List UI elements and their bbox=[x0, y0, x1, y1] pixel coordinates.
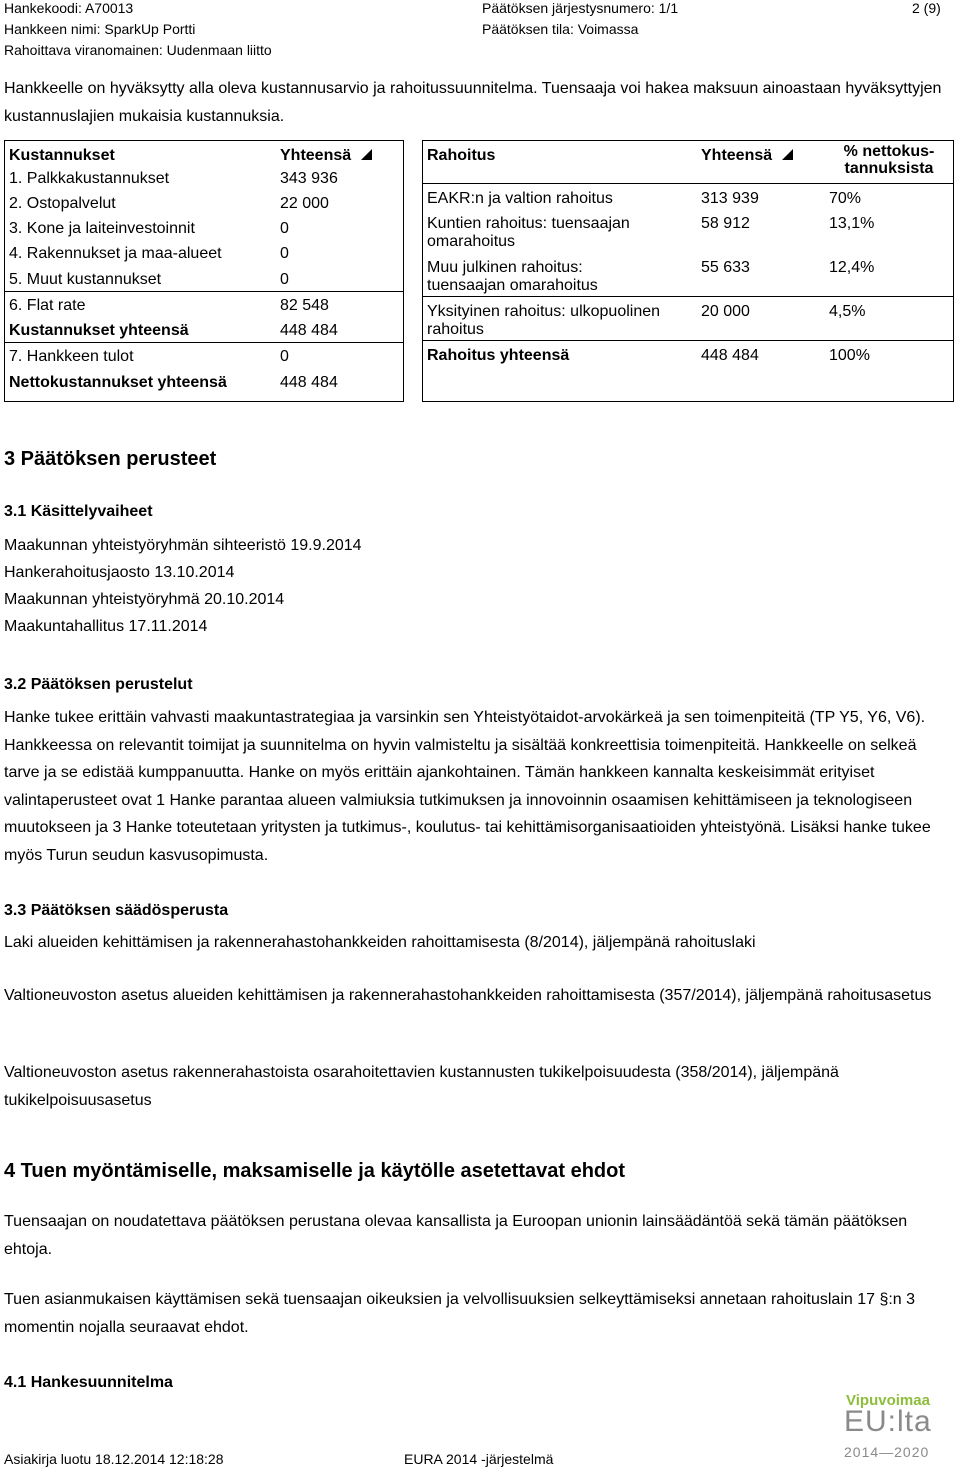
funding-row-label-line2: tuensaajan omarahoitus bbox=[427, 277, 598, 294]
cost-row-label: 7. Hankkeen tulot bbox=[9, 348, 134, 365]
cost-row-value: 0 bbox=[280, 348, 289, 365]
cost-row-value: 0 bbox=[280, 245, 289, 262]
eu-logo bbox=[842, 1392, 954, 1462]
funding-row-pct: 4,5% bbox=[829, 303, 866, 320]
funding-row-label-line2: omarahoitus bbox=[427, 233, 516, 250]
funding-header-pct bbox=[827, 143, 951, 177]
funding-divider bbox=[423, 183, 953, 184]
funding-total-value: 448 484 bbox=[701, 347, 759, 364]
section-4-title: 4 Tuen myöntämiselle, maksamiselle ja käytölle asetettavat ehdot bbox=[4, 1160, 626, 1182]
cost-header-label: Kustannukset bbox=[9, 147, 115, 164]
cost-row bbox=[9, 220, 399, 245]
funding-table bbox=[422, 140, 954, 402]
section-3-1-title: 3.1 Käsittelyvaiheet bbox=[4, 503, 153, 520]
cost-row-value: 0 bbox=[280, 220, 289, 237]
cost-row-label: 5. Muut kustannukset bbox=[9, 271, 162, 288]
funding-total-pct: 100% bbox=[829, 347, 870, 364]
cost-row-value: 82 548 bbox=[280, 297, 329, 314]
funding-row-value: 58 912 bbox=[701, 215, 750, 232]
funding-row-label-line2: rahoitus bbox=[427, 321, 484, 338]
cost-row bbox=[9, 348, 399, 373]
cost-row bbox=[9, 245, 399, 270]
section-3-2-text: Hanke tukee erittäin vahvasti maakuntastrategiaa ja varsinkin sen Yhteistyötaidot-arvokärkeä ja sen toimenpiteitä (TP Y5, Y6, V6). Hankkeessa on relevantit toimijat ja suunnitelma on hyvin valmisteltu ja sisältää konkreettisia toimenpiteitä. Hankkeelle on selkeä tarve ja se edistää kumppanuutta. Hanke on myös erittäin ajankohtainen. Tämän hankkeen kannalta keskeisimmät erityiset valintaperusteet ovat 1 Hanke parantaa alueen valmiuksia tutkimuksen ja innovoinnin osaamisen kehittämiseen ja teknologiseen muutokseen ja 3 Hanke toteutetaan yritysten ja tutkimus-, koulutus- tai kehittämisorganisaatioiden yhteistyönä. Lisäksi hanke tukee myös Turun seudun kasvusopimusta. bbox=[4, 709, 931, 864]
cost-net-total-row bbox=[9, 374, 399, 399]
cost-row-label: 4. Rakennukset ja maa-alueet bbox=[9, 245, 222, 262]
cost-subtotal-row bbox=[9, 322, 399, 347]
funding-header-total-label: Yhteensä bbox=[701, 147, 773, 164]
decision-number: Päätöksen järjestysnumero: 1/1 bbox=[482, 0, 679, 16]
funding-row-label: EAKR:n ja valtion rahoitus bbox=[427, 190, 613, 207]
funding-row-label-line1: Yksityinen rahoitus: ulkopuolinen bbox=[427, 303, 661, 320]
funding-total-label: Rahoitus yhteensä bbox=[427, 347, 570, 364]
section-3-3-title: 3.3 Päätöksen säädösperusta bbox=[4, 902, 229, 919]
project-name: Hankkeen nimi: SparkUp Portti bbox=[4, 21, 196, 37]
cost-row-value: 22 000 bbox=[280, 195, 329, 212]
funding-row-label-line1: Kuntien rahoitus: tuensaajan bbox=[427, 215, 630, 232]
cost-header-total-label: Yhteensä bbox=[280, 147, 352, 164]
cost-row-label: 3. Kone ja laiteinvestoinnit bbox=[9, 220, 195, 237]
cost-divider bbox=[5, 291, 403, 292]
intro-text: Hankkeelle on hyväksytty alla oleva kustannusarvio ja rahoitussuunnitelma. Tuensaaja voi hakea maksuun ainoastaan hyväksyttyjen kustannuslajien mukaisia kustannuksia. bbox=[4, 80, 942, 125]
stage-item: Hankerahoitusjaosto 13.10.2014 bbox=[4, 564, 235, 581]
logo-years: 2014—2020 bbox=[844, 1444, 930, 1460]
funding-authority: Rahoittava viranomainen: Uudenmaan liitto bbox=[4, 42, 272, 58]
cost-row bbox=[9, 297, 399, 322]
logo-eu: EU:lta bbox=[844, 1405, 932, 1438]
section-3-2-title: 3.2 Päätöksen perustelut bbox=[4, 676, 193, 693]
cost-row-label: 1. Palkkakustannukset bbox=[9, 170, 170, 187]
section-3-3-decree-2: Valtioneuvoston asetus rakennerahastoista osarahoitettavien kustannusten tukikelpoisuudesta (358/2014), jäljempänä tukikelpoisuusasetus bbox=[4, 1064, 839, 1109]
section-3-3-decree-1: Valtioneuvoston asetus alueiden kehittämisen ja rakennerahastohankkeiden rahoittamisesta (357/2014), jäljempänä rahoitusasetus bbox=[4, 987, 932, 1004]
cost-divider bbox=[5, 342, 403, 343]
cost-table bbox=[4, 140, 404, 402]
funding-row-pct: 70% bbox=[829, 190, 862, 207]
cost-row bbox=[9, 195, 399, 220]
funding-row-label bbox=[427, 215, 630, 251]
funding-row-value: 20 000 bbox=[701, 303, 750, 320]
cost-row-label: 2. Ostopalvelut bbox=[9, 195, 116, 212]
decision-status: Päätöksen tila: Voimassa bbox=[482, 21, 639, 37]
funding-row-label bbox=[427, 259, 598, 295]
funding-header-total bbox=[701, 147, 794, 165]
cost-row-label: Kustannukset yhteensä bbox=[9, 322, 189, 339]
section-3-3-law: Laki alueiden kehittämisen ja rakennerahastohankkeiden rahoittamisesta (8/2014), jäljempänä rahoituslaki bbox=[4, 934, 756, 951]
page-number: 2 (9) bbox=[912, 0, 941, 16]
cost-table-header bbox=[9, 147, 399, 172]
logo-vipuvoimaa: Vipuvoimaa bbox=[846, 1392, 930, 1409]
cost-row-value: 448 484 bbox=[280, 322, 338, 339]
cost-row-label: Nettokustannukset yhteensä bbox=[9, 374, 227, 391]
section-4-text-2: Tuen asianmukaisen käyttämisen sekä tuensaajan oikeuksien ja velvollisuuksien selkeyttämiseksi annetaan rahoituslain 17 §:n 3 momentin nojalla seuraavat ehdot. bbox=[4, 1291, 916, 1336]
euro-icon bbox=[780, 147, 794, 161]
funding-row-pct: 13,1% bbox=[829, 215, 875, 232]
funding-row-value: 313 939 bbox=[701, 190, 759, 207]
funding-row-label bbox=[427, 303, 660, 339]
funding-row-pct: 12,4% bbox=[829, 259, 875, 276]
cost-row-value: 448 484 bbox=[280, 374, 338, 391]
project-code: Hankekoodi: A70013 bbox=[4, 0, 134, 16]
stage-item: Maakunnan yhteistyöryhmä 20.10.2014 bbox=[4, 591, 285, 608]
cost-row-value: 0 bbox=[280, 271, 289, 288]
footer-created: Asiakirja luotu 18.12.2014 12:18:28 bbox=[4, 1451, 224, 1467]
funding-divider bbox=[423, 340, 953, 341]
funding-divider bbox=[423, 296, 953, 297]
cost-row-label: 6. Flat rate bbox=[9, 297, 86, 314]
cost-row bbox=[9, 170, 399, 195]
section-3-title: 3 Päätöksen perusteet bbox=[4, 448, 217, 470]
footer-system: EURA 2014 -järjestelmä bbox=[404, 1451, 554, 1467]
section-4-1-title: 4.1 Hankesuunnitelma bbox=[4, 1374, 173, 1391]
stage-item: Maakunnan yhteistyöryhmän sihteeristö 19.9.2014 bbox=[4, 537, 362, 554]
funding-row-label-line1: Muu julkinen rahoitus: bbox=[427, 259, 583, 276]
euro-icon bbox=[359, 147, 373, 161]
stage-item: Maakuntahallitus 17.11.2014 bbox=[4, 618, 208, 635]
cost-row-value: 343 936 bbox=[280, 170, 338, 187]
funding-header-pct-line2: tannuksista bbox=[844, 160, 934, 177]
funding-header-pct-line1: % nettokus- bbox=[843, 143, 935, 160]
funding-row-value: 55 633 bbox=[701, 259, 750, 276]
funding-header-label: Rahoitus bbox=[427, 147, 496, 164]
cost-header-total bbox=[280, 147, 373, 165]
section-4-text-1: Tuensaajan on noudatettava päätöksen perustana olevaa kansallista ja Euroopan unionin lainsäädäntöä sekä tämän päätöksen ehtoja. bbox=[4, 1213, 908, 1258]
cost-row bbox=[9, 271, 399, 296]
